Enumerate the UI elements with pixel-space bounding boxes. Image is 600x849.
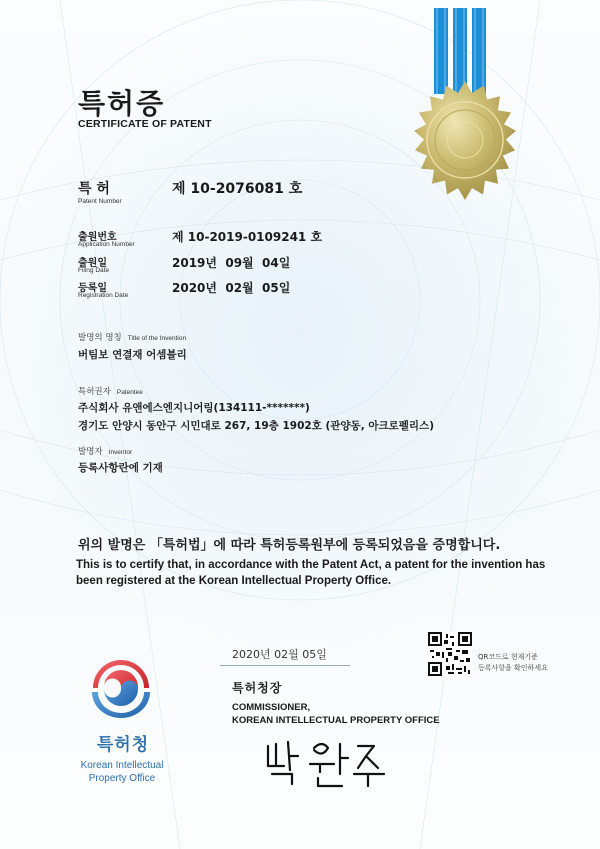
- patentee-label-ko: 특허권자: [78, 387, 111, 397]
- issue-date: 2020년 02월 05일: [232, 648, 327, 661]
- registration-date-label: 등록일: [78, 283, 107, 294]
- application-number-value: 제 10-2019-0109241 호: [172, 230, 323, 244]
- invention-title-label-en: Title of the Invention: [127, 335, 187, 342]
- invention-title-label-ko: 발명의 명칭: [78, 333, 122, 343]
- patentee-label: [78, 385, 143, 397]
- commissioner-title-ko: 특허청장: [232, 681, 283, 695]
- kipo-logo-icon: [86, 656, 156, 720]
- filing-date-value: 2019년 09월 04일: [172, 256, 291, 270]
- inventor-value: 등록사항란에 기재: [78, 462, 163, 474]
- patent-number-label-en: Patent Number: [78, 198, 122, 205]
- qr-note: [478, 652, 578, 674]
- patentee-address: 경기도 안양시 동안구 시민대로 267, 19층 1902호 (관양동, 아크로펠리스): [78, 420, 435, 432]
- invention-title-label: [78, 331, 186, 343]
- gold-seal-icon: [392, 62, 538, 208]
- commissioner-title-en: [232, 701, 440, 727]
- registration-date-label-en: Registration Date: [78, 292, 129, 299]
- certificate-title-en: CERTIFICATE OF PATENT: [78, 118, 212, 130]
- office-name-ko: 특허청: [96, 735, 150, 755]
- certification-statement-en: This is to certify that, in accordance with the Patent Act, a patent for the invention has been registered at the Korean Intellectual Property Office.: [76, 559, 546, 587]
- application-number-label-en: Application Number: [78, 241, 135, 248]
- qr-note-line1: QR코드로 현재기준: [478, 653, 538, 661]
- commissioner-title-en-line1: COMMISSIONER,: [232, 702, 311, 713]
- qr-code-icon[interactable]: [428, 632, 472, 676]
- commissioner-title-en-line2: KOREAN INTELLECTUAL PROPERTY OFFICE: [232, 715, 440, 726]
- signature: [262, 734, 402, 790]
- application-number-label: 출원번호: [78, 232, 117, 243]
- invention-title-value: 버팀보 연결재 어셈블리: [78, 349, 187, 361]
- certification-statement-ko: 위의 발명은 「특허법」에 따라 특허등록원부에 등록되었음을 증명합니다.: [78, 538, 501, 553]
- office-name-en-line1: Korean Intellectual: [80, 760, 164, 771]
- qr-note-line2: 등록사항을 확인하세요: [478, 664, 548, 672]
- inventor-label-ko: 발명자: [78, 447, 103, 457]
- patent-number-label: 특 허: [78, 181, 110, 197]
- patent-number-value: 제 10-2076081 호: [172, 181, 303, 197]
- inventor-label-en: Inventor: [108, 449, 133, 456]
- filing-date-label-en: Filing Date: [78, 267, 110, 274]
- issue-date-underline: [220, 665, 350, 666]
- registration-date-value: 2020년 02월 05일: [172, 281, 291, 295]
- inventor-label: [78, 445, 132, 457]
- office-name-en-line2: Property Office: [88, 773, 156, 784]
- filing-date-label: 출원일: [78, 258, 107, 269]
- certificate-title: 특허증: [78, 87, 166, 120]
- office-name-en: [60, 759, 184, 785]
- patentee-name: 주식회사 유앤에스엔지니어링(134111-*******): [78, 402, 310, 414]
- patentee-label-en: Patentee: [116, 389, 143, 396]
